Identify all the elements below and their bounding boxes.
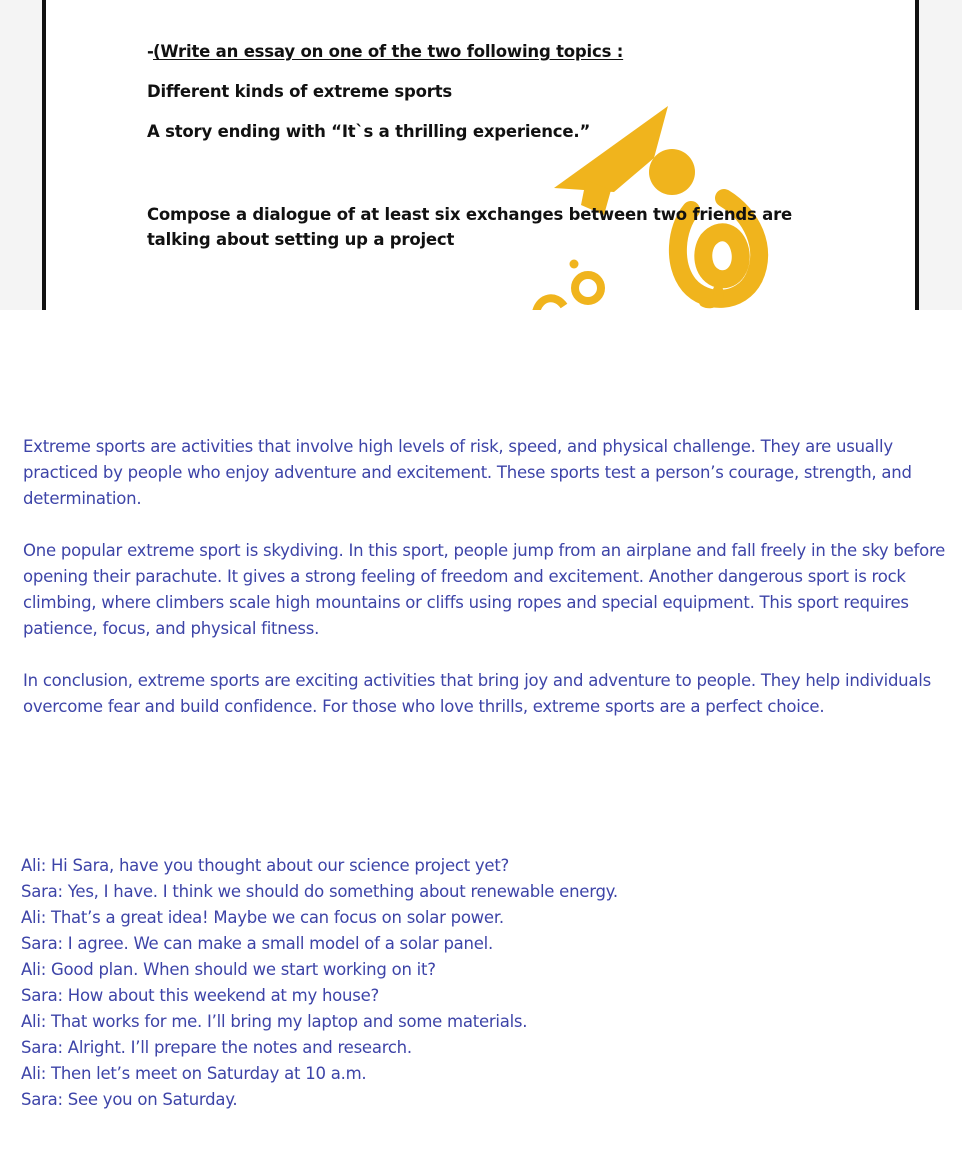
dialogue-line: Sara: How about this weekend at my house?: [21, 986, 379, 1005]
dialogue-line: Ali: That works for me. I’ll bring my laptop and some materials.: [21, 1012, 528, 1031]
dialogue-line: Ali: Good plan. When should we start working on it?: [21, 960, 436, 979]
dialogue-line: Sara: Yes, I have. I think we should do something about renewable energy.: [21, 882, 618, 901]
worksheet-dialogue-task: Compose a dialogue of at least six exchanges between two friends are talking about setting up a project: [147, 205, 792, 249]
essay-paragraph-1: Extreme sports are activities that involve high levels of risk, speed, and physical challenge. They are usually practiced by people who enjoy adventure and excitement. These sports test a person’s courage, strength, and determination.: [23, 437, 912, 508]
essay-paragraph-3: In conclusion, extreme sports are exciting activities that bring joy and adventure to people. They help individuals overcome fear and build confidence. For those who love thrills, extreme sports are a perfect choice.: [23, 671, 931, 716]
worksheet-title: -(Write an essay on one of the two following topics :: [147, 42, 624, 61]
dialogue-line: Sara: Alright. I’ll prepare the notes and research.: [21, 1038, 412, 1057]
essay-paragraph-2: One popular extreme sport is skydiving. In this sport, people jump from an airplane and fall freely in the sky before opening their parachute. It gives a strong feeling of freedom and excitement. Another dangerous sport is rock climbing, where climbers scale high mountains or cliffs using ropes and special equipment. This sport requires patience, focus, and physical fitness.: [23, 541, 946, 638]
worksheet-image: [0, 0, 962, 310]
worksheet-topic-2: A story ending with “It`s a thrilling experience.”: [147, 122, 591, 141]
dialogue-line: Ali: Then let’s meet on Saturday at 10 a.m.: [21, 1064, 367, 1083]
dialogue-line: Sara: See you on Saturday.: [21, 1090, 238, 1109]
dialogue-line: Ali: That’s a great idea! Maybe we can focus on solar power.: [21, 908, 504, 927]
essay-answer: [23, 434, 958, 746]
dialogue-line: Ali: Hi Sara, have you thought about our science project yet?: [21, 856, 510, 875]
dialogue-line: Sara: I agree. We can make a small model of a solar panel.: [21, 934, 493, 953]
worksheet-page: [42, 0, 919, 310]
dialogue-answer: [21, 853, 921, 1113]
worksheet-topic-1: Different kinds of extreme sports: [147, 82, 453, 101]
